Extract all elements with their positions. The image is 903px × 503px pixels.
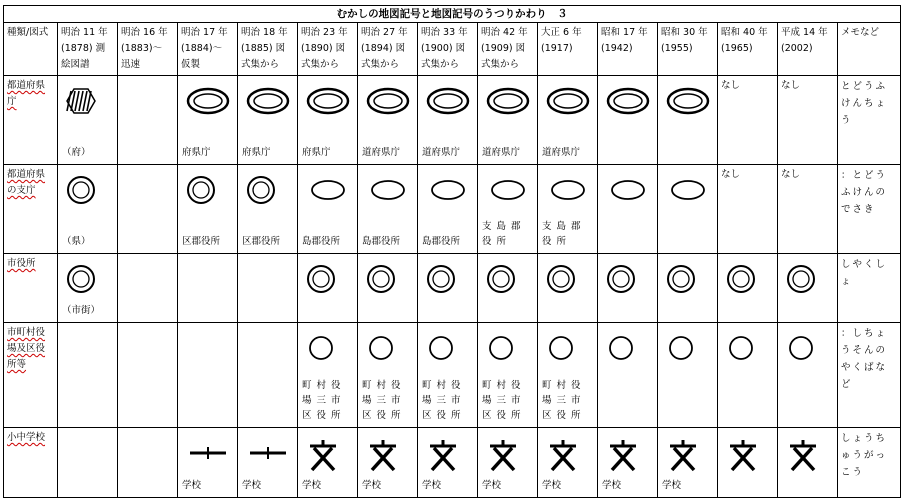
symbol-cell xyxy=(658,323,718,428)
circle-icon xyxy=(546,333,576,363)
symbol-wrap xyxy=(666,333,696,369)
symbol-cell xyxy=(178,76,238,165)
symbol-cell xyxy=(58,323,118,428)
symbol-cell xyxy=(238,323,298,428)
table-row xyxy=(4,76,901,165)
bun-icon xyxy=(726,438,760,472)
symbol-wrap xyxy=(426,438,460,478)
circle-icon xyxy=(486,333,516,363)
symbol-cell xyxy=(718,165,778,254)
symbol-cell xyxy=(118,323,178,428)
header-year xyxy=(418,23,478,76)
symbol-wrap xyxy=(546,264,576,300)
symbol-cell xyxy=(658,254,718,323)
row-label xyxy=(4,76,58,165)
header-label: 明治 27 年 (1894) 図式集から xyxy=(361,27,408,70)
symbol-wrap xyxy=(606,438,640,478)
symbol-wrap xyxy=(66,264,96,300)
symbol-cell xyxy=(178,323,238,428)
header-label: 明治 11 年 (1878) 測絵図譜 xyxy=(61,27,108,70)
symbol-cell xyxy=(118,165,178,254)
ellipse-icon xyxy=(306,175,350,205)
flag-line-icon xyxy=(246,438,290,468)
table-row xyxy=(4,165,901,254)
circle-icon xyxy=(786,333,816,363)
double-circle-icon xyxy=(186,175,216,205)
double-ellipse-icon xyxy=(606,86,650,116)
symbol-caption: 学校 xyxy=(662,480,682,491)
cell-text: なし xyxy=(781,80,801,91)
symbol-cell xyxy=(58,76,118,165)
symbol-cell xyxy=(358,323,418,428)
symbol-wrap xyxy=(546,438,580,478)
ellipse-icon xyxy=(426,175,470,205)
symbol-cell xyxy=(478,323,538,428)
symbol-wrap xyxy=(186,86,230,122)
symbol-cell xyxy=(58,428,118,498)
symbol-wrap xyxy=(666,264,696,300)
symbol-cell xyxy=(538,428,598,498)
bun-icon xyxy=(426,438,460,472)
symbol-wrap xyxy=(426,333,456,369)
symbol-cell xyxy=(478,165,538,254)
symbol-caption: 町 村 役 場 三 市 区 役 所 xyxy=(302,380,342,421)
row-label-text: 市役所 xyxy=(7,258,36,269)
symbol-wrap xyxy=(306,264,336,300)
symbol-wrap xyxy=(546,333,576,369)
header-label: 平成 14 年 (2002) xyxy=(781,27,828,54)
symbol-cell xyxy=(178,428,238,498)
header-label: 明治 16 年 (1883)〜 迅速 xyxy=(121,27,168,70)
double-circle-icon xyxy=(606,264,636,294)
header-year xyxy=(658,23,718,76)
header-label: 大正 6 年 (1917) xyxy=(541,27,582,54)
cell-text: なし xyxy=(781,169,801,180)
symbol-cell xyxy=(298,323,358,428)
symbol-wrap xyxy=(66,175,96,211)
double-circle-icon xyxy=(786,264,816,294)
symbol-cell xyxy=(238,254,298,323)
table-row xyxy=(4,254,901,323)
memo-cell xyxy=(838,323,901,428)
bun-icon xyxy=(786,438,820,472)
header-memo xyxy=(838,23,901,76)
row-label-text: 都道府県の支庁 xyxy=(7,169,46,196)
symbol-cell xyxy=(538,76,598,165)
header-label: 明治 23 年 (1890) 図式集から xyxy=(301,27,348,70)
symbol-cell xyxy=(478,254,538,323)
symbol-cell xyxy=(418,76,478,165)
double-circle-icon xyxy=(366,264,396,294)
symbol-caption: 島郡役所 xyxy=(422,236,461,247)
symbol-cell xyxy=(238,165,298,254)
symbol-cell xyxy=(478,76,538,165)
double-circle-icon xyxy=(426,264,456,294)
ellipse-icon xyxy=(366,175,410,205)
header-year xyxy=(538,23,598,76)
symbol-wrap xyxy=(486,86,530,122)
bun-icon xyxy=(606,438,640,472)
symbol-caption: 学校 xyxy=(482,480,502,491)
row-label-text: 都道府県庁 xyxy=(7,80,46,107)
symbol-cell xyxy=(118,428,178,498)
symbol-cell xyxy=(598,428,658,498)
cell-text: なし xyxy=(721,80,741,91)
symbol-caption: 町 村 役 場 三 市 区 役 所 xyxy=(542,380,582,421)
symbol-caption: 府県庁 xyxy=(302,147,331,158)
header-year xyxy=(298,23,358,76)
symbol-cell xyxy=(778,323,838,428)
table-title: むかしの地図記号と地図記号のうつりかわり ３ xyxy=(4,6,901,23)
table-row xyxy=(4,428,901,498)
header-row xyxy=(4,23,901,76)
double-ellipse-icon xyxy=(186,86,230,116)
double-circle-icon xyxy=(666,264,696,294)
circle-icon xyxy=(366,333,396,363)
memo-text: ：しちょうそんのやくばなど xyxy=(841,328,888,390)
symbol-cell xyxy=(598,323,658,428)
symbol-caption: 道府県庁 xyxy=(422,147,461,158)
symbol-caption: 道府県庁 xyxy=(482,147,521,158)
symbol-cell xyxy=(418,323,478,428)
symbol-cell xyxy=(298,428,358,498)
symbol-cell xyxy=(118,254,178,323)
symbol-caption: （市街） xyxy=(62,305,101,316)
symbol-caption: 学校 xyxy=(242,480,262,491)
symbol-wrap xyxy=(366,264,396,300)
symbol-caption: 学校 xyxy=(362,480,382,491)
header-year xyxy=(778,23,838,76)
symbol-cell xyxy=(178,165,238,254)
memo-cell xyxy=(838,254,901,323)
double-circle-icon xyxy=(66,175,96,205)
hexagon-icon xyxy=(66,86,96,116)
header-label: 明治 33 年 (1900) 図式集から xyxy=(421,27,468,70)
symbol-caption: 島郡役所 xyxy=(302,236,341,247)
symbol-caption: 区郡役所 xyxy=(182,236,221,247)
symbol-wrap xyxy=(366,175,410,211)
symbol-wrap xyxy=(666,438,700,478)
ellipse-icon xyxy=(606,175,650,205)
symbol-wrap xyxy=(486,175,530,211)
double-circle-icon xyxy=(66,264,96,294)
symbol-wrap xyxy=(726,333,756,369)
double-circle-icon xyxy=(486,264,516,294)
symbol-wrap xyxy=(366,86,410,122)
double-circle-icon xyxy=(306,264,336,294)
symbol-wrap xyxy=(666,175,710,211)
symbol-cell xyxy=(118,76,178,165)
header-year xyxy=(238,23,298,76)
bun-icon xyxy=(306,438,340,472)
symbol-cell xyxy=(418,254,478,323)
symbol-cell xyxy=(238,76,298,165)
circle-icon xyxy=(606,333,636,363)
symbol-wrap xyxy=(366,333,396,369)
symbol-caption: 学校 xyxy=(302,480,322,491)
symbol-cell xyxy=(718,323,778,428)
symbol-caption: （県） xyxy=(62,236,91,247)
symbol-wrap xyxy=(486,264,516,300)
flag-line-icon xyxy=(186,438,230,468)
circle-icon xyxy=(666,333,696,363)
symbol-wrap xyxy=(306,175,350,211)
header-label: 明治 18 年 (1885) 図式集から xyxy=(241,27,288,70)
bun-icon xyxy=(486,438,520,472)
memo-cell xyxy=(838,76,901,165)
symbol-table xyxy=(3,5,901,498)
symbol-wrap xyxy=(546,86,590,122)
symbol-caption: 府県庁 xyxy=(182,147,211,158)
symbol-cell xyxy=(658,428,718,498)
circle-icon xyxy=(306,333,336,363)
double-ellipse-icon xyxy=(426,86,470,116)
symbol-cell xyxy=(358,76,418,165)
header-year xyxy=(598,23,658,76)
symbol-cell xyxy=(298,76,358,165)
double-ellipse-icon xyxy=(306,86,350,116)
symbol-wrap xyxy=(786,264,816,300)
row-label xyxy=(4,323,58,428)
double-ellipse-icon xyxy=(546,86,590,116)
memo-text: ：とどうふけんのでさき xyxy=(841,170,888,215)
symbol-wrap xyxy=(726,438,760,478)
circle-icon xyxy=(426,333,456,363)
symbol-cell xyxy=(538,254,598,323)
table-body xyxy=(4,76,901,498)
symbol-cell xyxy=(478,428,538,498)
symbol-cell xyxy=(358,165,418,254)
symbol-cell xyxy=(718,428,778,498)
row-label xyxy=(4,254,58,323)
symbol-caption: 学校 xyxy=(602,480,622,491)
symbol-wrap xyxy=(786,333,816,369)
memo-text: しやくしょ xyxy=(841,259,888,287)
bun-icon xyxy=(546,438,580,472)
symbol-cell xyxy=(238,428,298,498)
double-ellipse-icon xyxy=(486,86,530,116)
row-label-text: 小中学校 xyxy=(7,432,46,443)
symbol-cell xyxy=(298,165,358,254)
symbol-wrap xyxy=(246,175,276,211)
circle-icon xyxy=(726,333,756,363)
ellipse-icon xyxy=(486,175,530,205)
symbol-cell xyxy=(358,428,418,498)
symbol-caption: 学校 xyxy=(182,480,202,491)
double-ellipse-icon xyxy=(246,86,290,116)
header-label: 明治 42 年 (1909) 図式集から xyxy=(481,27,528,70)
memo-cell xyxy=(838,428,901,498)
symbol-wrap xyxy=(306,333,336,369)
memo-cell xyxy=(838,165,901,254)
ellipse-icon xyxy=(666,175,710,205)
symbol-cell xyxy=(658,165,718,254)
symbol-cell xyxy=(778,165,838,254)
header-year xyxy=(718,23,778,76)
symbol-cell xyxy=(778,254,838,323)
symbol-wrap xyxy=(426,86,470,122)
symbol-wrap xyxy=(606,86,650,122)
cell-text: なし xyxy=(721,169,741,180)
symbol-cell xyxy=(778,76,838,165)
symbol-caption: 町 村 役 場 三 市 区 役 所 xyxy=(422,380,462,421)
row-label xyxy=(4,165,58,254)
symbol-caption: 道府県庁 xyxy=(362,147,401,158)
symbol-wrap xyxy=(666,86,710,122)
symbol-caption: 府県庁 xyxy=(242,147,271,158)
symbol-history-sheet xyxy=(3,5,900,501)
symbol-wrap xyxy=(186,438,230,474)
symbol-cell xyxy=(658,76,718,165)
bun-icon xyxy=(366,438,400,472)
header-label: メモなど xyxy=(841,27,880,38)
row-label-text: 市町村役場及区役所等 xyxy=(7,327,46,370)
header-type xyxy=(4,23,58,76)
symbol-wrap xyxy=(486,333,516,369)
symbol-cell xyxy=(538,323,598,428)
symbol-wrap xyxy=(246,438,290,474)
symbol-wrap xyxy=(366,438,400,478)
bun-icon xyxy=(666,438,700,472)
symbol-caption: 支 島 郡 役 所 xyxy=(542,221,582,247)
symbol-wrap xyxy=(246,86,290,122)
symbol-cell xyxy=(718,76,778,165)
symbol-cell xyxy=(178,254,238,323)
symbol-cell xyxy=(598,76,658,165)
symbol-cell xyxy=(598,254,658,323)
symbol-wrap xyxy=(306,438,340,478)
ellipse-icon xyxy=(546,175,590,205)
symbol-wrap xyxy=(486,438,520,478)
symbol-wrap xyxy=(606,175,650,211)
header-year xyxy=(118,23,178,76)
double-circle-icon xyxy=(726,264,756,294)
symbol-caption: 島郡役所 xyxy=(362,236,401,247)
symbol-cell xyxy=(718,254,778,323)
symbol-wrap xyxy=(786,438,820,478)
symbol-caption: 道府県庁 xyxy=(542,147,581,158)
symbol-cell xyxy=(58,254,118,323)
symbol-cell xyxy=(298,254,358,323)
symbol-cell xyxy=(598,165,658,254)
symbol-cell xyxy=(538,165,598,254)
symbol-cell xyxy=(58,165,118,254)
header-year xyxy=(58,23,118,76)
symbol-cell xyxy=(418,165,478,254)
memo-text: とどうふけんちょう xyxy=(841,81,888,126)
symbol-wrap xyxy=(546,175,590,211)
symbol-caption: 支 島 郡 役 所 xyxy=(482,221,522,247)
symbol-caption: （府） xyxy=(62,147,91,158)
symbol-wrap xyxy=(606,333,636,369)
symbol-wrap xyxy=(726,264,756,300)
header-year xyxy=(358,23,418,76)
double-circle-icon xyxy=(246,175,276,205)
symbol-wrap xyxy=(426,264,456,300)
symbol-caption: 町 村 役 場 三 市 区 役 所 xyxy=(362,380,402,421)
header-year xyxy=(478,23,538,76)
symbol-caption: 学校 xyxy=(422,480,442,491)
symbol-wrap xyxy=(606,264,636,300)
double-ellipse-icon xyxy=(666,86,710,116)
header-label: 種類/図式 xyxy=(7,27,49,38)
symbol-cell xyxy=(418,428,478,498)
header-label: 明治 17 年 (1884)〜 仮製 xyxy=(181,27,228,70)
double-ellipse-icon xyxy=(366,86,410,116)
symbol-caption: 学校 xyxy=(542,480,562,491)
symbol-cell xyxy=(358,254,418,323)
table-row xyxy=(4,323,901,428)
symbol-caption: 区郡役所 xyxy=(242,236,281,247)
symbol-wrap xyxy=(66,86,96,122)
symbol-wrap xyxy=(306,86,350,122)
symbol-wrap xyxy=(426,175,470,211)
header-label: 昭和 40 年 (1965) xyxy=(721,27,768,54)
row-label xyxy=(4,428,58,498)
header-label: 昭和 30 年 (1955) xyxy=(661,27,708,54)
symbol-caption: 町 村 役 場 三 市 区 役 所 xyxy=(482,380,522,421)
header-year xyxy=(178,23,238,76)
header-label: 昭和 17 年 (1942) xyxy=(601,27,648,54)
symbol-wrap xyxy=(186,175,216,211)
symbol-cell xyxy=(778,428,838,498)
memo-text: しょうちゅうがっこう xyxy=(841,433,888,478)
double-circle-icon xyxy=(546,264,576,294)
